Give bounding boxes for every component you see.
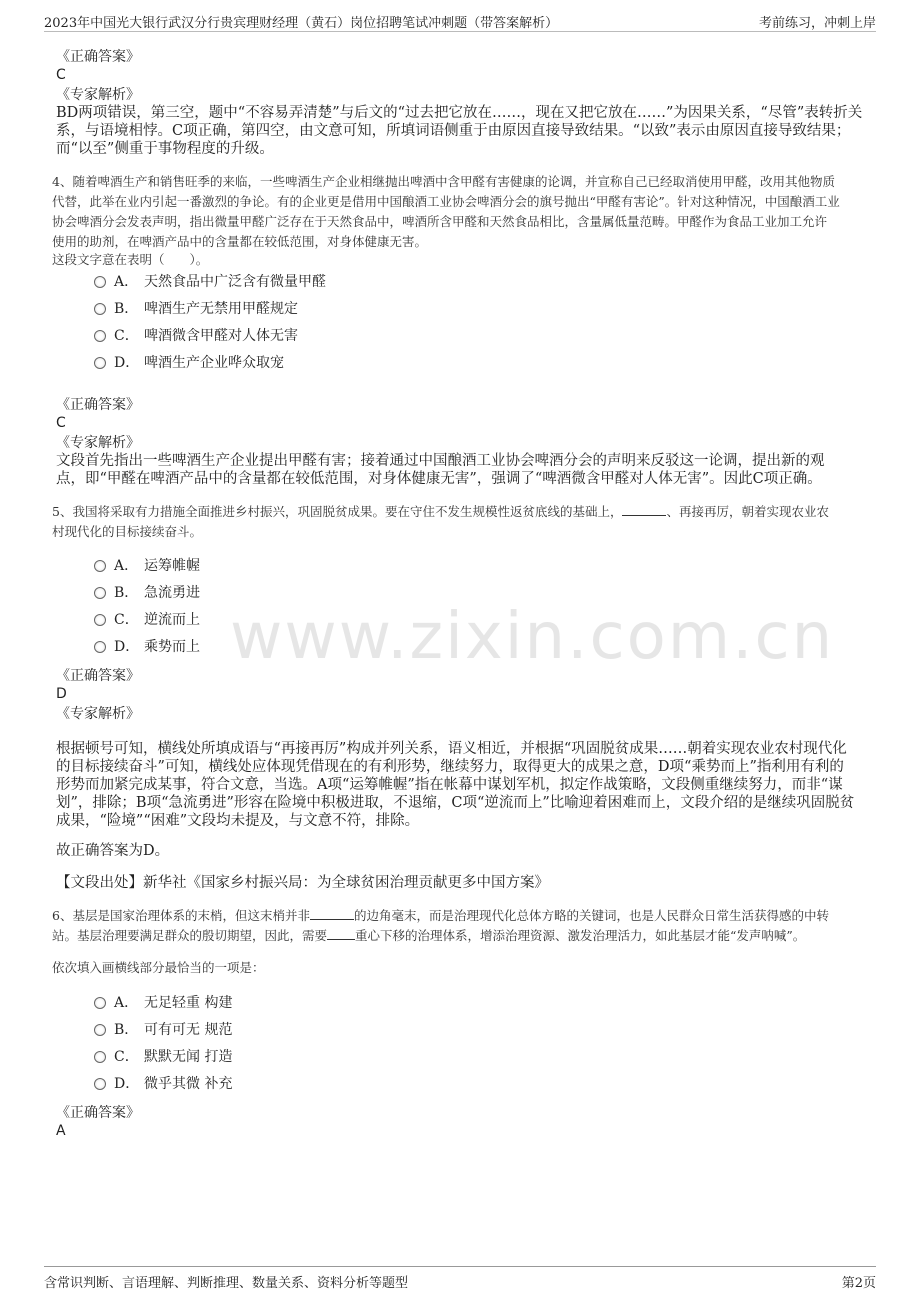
- question-text: 4、随着啤酒生产和销售旺季的来临，一些啤酒生产企业相继抛出啤酒中含甲醛有害健康的论调，并宣称自己已经取消使用甲醛，改用其他物质: [52, 174, 835, 189]
- option-a[interactable]: A． 天然食品中广泛含有微量甲醛: [94, 273, 326, 293]
- analysis-line: 而“以至”侧重于事物程度的升级。: [56, 141, 274, 157]
- radio-icon[interactable]: [94, 997, 106, 1009]
- header-slogan: 考前练习，冲刺上岸: [758, 16, 876, 31]
- option-a[interactable]: A． 运筹帷幄: [94, 557, 200, 577]
- answer-label: 《正确答案》: [56, 1105, 140, 1121]
- radio-icon[interactable]: [94, 276, 106, 288]
- answer-label: 《正确答案》: [56, 49, 140, 65]
- question-text: 协会啤酒分会发表声明，指出微量甲醛广泛存在于天然食品中，啤酒所含甲醛和天然食品相比，含量属低量范畴。甲醛作为食品工业加工允许: [52, 214, 828, 229]
- source-citation: 【文段出处】新华社《国家乡村振兴局：为全球贫困治理贡献更多中国方案》: [56, 875, 549, 891]
- radio-icon[interactable]: [94, 1024, 106, 1036]
- analysis-label: 《专家解析》: [56, 87, 140, 103]
- option-b[interactable]: B． 啤酒生产无禁用甲醛规定: [94, 300, 298, 320]
- radio-icon[interactable]: [94, 614, 106, 626]
- conclusion: 故正确答案为D。: [56, 843, 170, 859]
- analysis-line: 点，即“甲醛在啤酒产品中的含量都在较低范围，对身体健康无害”，强调了“啤酒微含甲醛对人体无害”。因此C项正确。: [56, 471, 822, 487]
- answer-value: C: [56, 415, 66, 431]
- question-text: 5、我国将采取有力措施全面推进乡村振兴，巩固脱贫成果。要在守住不发生规模性返贫底线的基础上， 、再接再厉，朝着实现农业农: [52, 504, 829, 519]
- fill-blank: [310, 919, 354, 920]
- answer-label: 《正确答案》: [56, 397, 140, 413]
- question-text: 使用的助剂，在啤酒产品中的含量都在较低范围，对身体健康无害。: [52, 234, 428, 249]
- watermark: www.zixin.com.cn: [230, 600, 835, 674]
- option-a[interactable]: A． 无足轻重 构建: [94, 994, 232, 1014]
- option-c[interactable]: C． 逆流而上: [94, 611, 200, 631]
- analysis-line: 系，与语境相悖。C项正确，第四空，由文意可知，所填词语侧重于由原因直接导致结果。“以致”表示由原因直接导致结果；: [56, 123, 851, 139]
- radio-icon[interactable]: [94, 1051, 106, 1063]
- radio-icon[interactable]: [94, 641, 106, 653]
- document-title: 2023年中国光大银行武汉分行贵宾理财经理（黄石）岗位招聘笔试冲刺题（带答案解析）: [44, 16, 559, 31]
- analysis-line: 划”，排除；B项“急流勇进”形容在险境中积极进取，不退缩，C项“逆流而上”比喻迎着困难而上，文段介绍的是继续巩固脱贫: [56, 795, 855, 811]
- option-b[interactable]: B． 可有可无 规范: [94, 1021, 232, 1041]
- option-d[interactable]: D． 啤酒生产企业哗众取宠: [94, 354, 284, 374]
- page-header: [44, 10, 876, 32]
- analysis-line: 形势而加紧完成某事，符合文意，当选。A项“运筹帷幄”指在帐幕中谋划军机，拟定作战策略，文段侧重继续努力，而非“谋: [56, 777, 843, 793]
- option-d[interactable]: D． 微乎其微 补充: [94, 1075, 232, 1095]
- question-text: 村现代化的目标接续奋斗。: [52, 524, 203, 539]
- radio-icon[interactable]: [94, 1078, 106, 1090]
- page-footer: [44, 1266, 876, 1292]
- answer-label: 《正确答案》: [56, 668, 140, 684]
- analysis-line: 文段首先指出一些啤酒生产企业提出甲醛有害；接着通过中国酿酒工业协会啤酒分会的声明来反驳这一论调，提出新的观: [56, 453, 825, 469]
- question-text: 站。基层治理要满足群众的殷切期望，因此，需要 重心下移的治理体系，增添治理资源、激发治理活力，如此基层才能“发声呐喊”。: [52, 928, 806, 943]
- option-d[interactable]: D． 乘势而上: [94, 638, 200, 658]
- analysis-label: 《专家解析》: [56, 706, 140, 722]
- analysis-line: 的目标接续奋斗”可知，横线处应体现凭借现在的有利形势，继续努力，取得更大的成果之意，D项“乘势而上”指利用有利的: [56, 759, 844, 775]
- analysis-line: BD两项错误，第三空，题中“不容易弄清楚”与后文的“过去把它放在……，现在又把它放在……”为因果关系，“尽管”表转折关: [56, 105, 863, 121]
- page-number: 第2页: [841, 1276, 876, 1291]
- radio-icon[interactable]: [94, 587, 106, 599]
- analysis-label: 《专家解析》: [56, 435, 140, 451]
- analysis-line: 成果，“险境”“困难”文段均未提及，与文意不符，排除。: [56, 813, 420, 829]
- analysis-line: 根据顿号可知，横线处所填成语与“再接再厉”构成并列关系，语义相近，并根据“巩固脱贫成果……朝着实现农业农村现代化: [56, 741, 847, 757]
- footer-note: 含常识判断、言语理解、判断推理、数量关系、资料分析等题型: [44, 1276, 409, 1291]
- answer-value: A: [56, 1123, 66, 1139]
- answer-value: C: [56, 67, 66, 83]
- option-b[interactable]: B． 急流勇进: [94, 584, 200, 604]
- option-c[interactable]: C． 默默无闻 打造: [94, 1048, 232, 1068]
- radio-icon[interactable]: [94, 560, 106, 572]
- question-text: 代替，此举在业内引起一番激烈的争论。有的企业更是借用中国酿酒工业协会啤酒分会的旗号抛出“甲醛有害论”。针对这种情况，中国酿酒工业: [52, 194, 840, 209]
- radio-icon[interactable]: [94, 330, 106, 342]
- question-prompt: 依次填入画横线部分最恰当的一项是：: [52, 960, 265, 975]
- fill-blank: [327, 939, 355, 940]
- radio-icon[interactable]: [94, 357, 106, 369]
- radio-icon[interactable]: [94, 303, 106, 315]
- question-prompt: 这段文字意在表明（ ）。: [52, 252, 209, 267]
- fill-blank: [622, 515, 666, 516]
- question-text: 6、基层是国家治理体系的末梢，但这末梢并非 的边角毫末，而是治理现代化总体方略的关键词，也是人民群众日常生活获得感的中转: [52, 908, 829, 923]
- answer-value: D: [56, 686, 67, 702]
- option-c[interactable]: C． 啤酒微含甲醛对人体无害: [94, 327, 298, 347]
